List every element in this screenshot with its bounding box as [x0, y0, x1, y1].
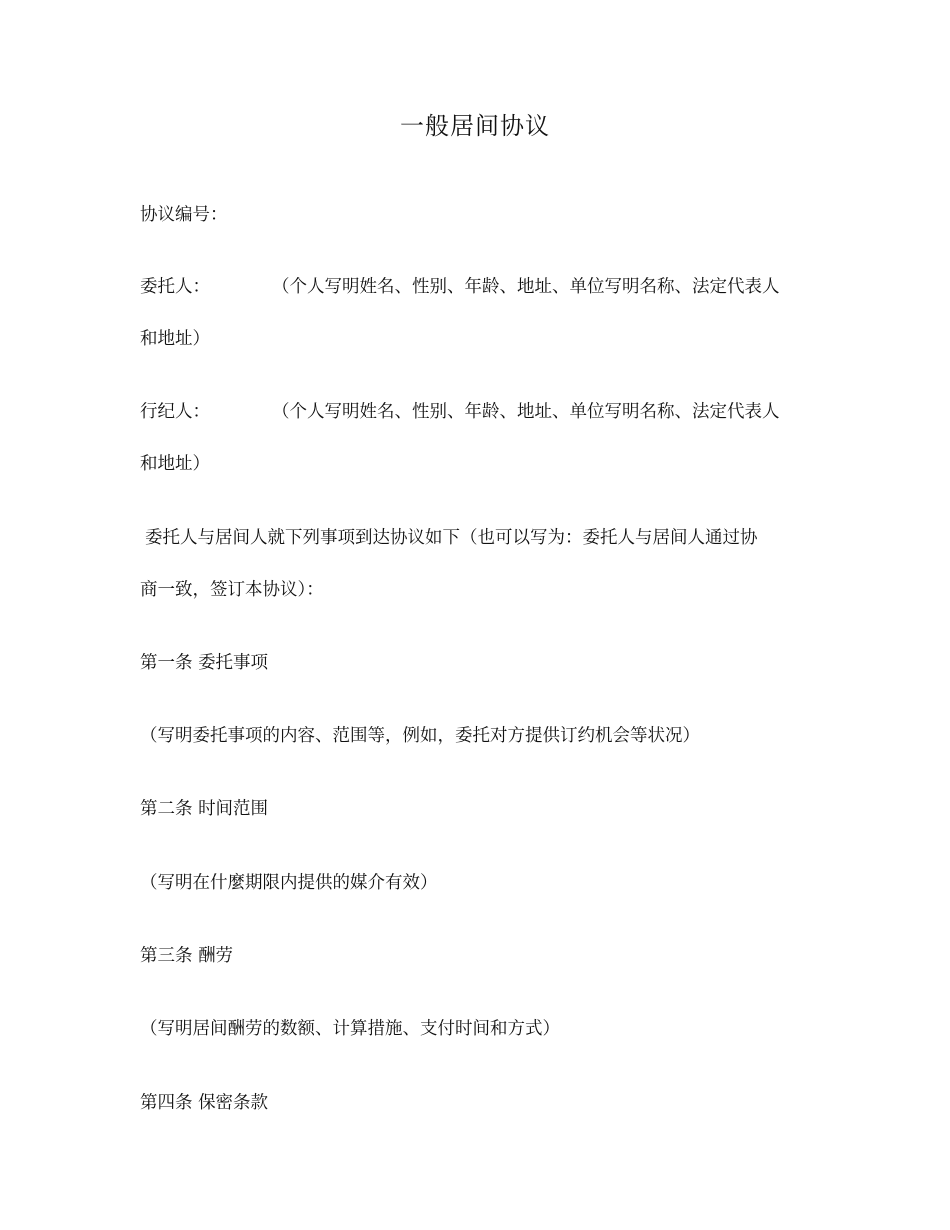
broker-line	[140, 399, 780, 425]
document-title: 一般居间协议	[400, 112, 550, 140]
broker-note-line1: （个人写明姓名、性别、年龄、地址、单位写明名称、法定代表人	[272, 402, 780, 422]
article2-note: （写明在什麼期限内提供的媒介有效）	[140, 873, 438, 893]
broker-label: 行纪人：	[140, 402, 210, 422]
preamble-line1: 委托人与居间人就下列事项到达协议如下（也可以写为：委托人与居间人通过协	[145, 528, 758, 548]
client-note-line1: （个人写明姓名、性别、年龄、地址、单位写明名称、法定代表人	[272, 277, 780, 297]
client-label: 委托人：	[140, 277, 210, 297]
client-line	[140, 274, 780, 300]
preamble-line2: 商一致，签订本协议）：	[140, 580, 324, 600]
article1-note: （写明委托事项的内容、范围等，例如，委托对方提供订约机会等状况）	[140, 726, 700, 746]
article3-title: 第三条 酬劳	[140, 946, 234, 966]
article3-note: （写明居间酬劳的数额、计算措施、支付时间和方式）	[140, 1019, 560, 1039]
article1-title: 第一条 委托事项	[140, 653, 269, 673]
client-note-line2: 和地址）	[140, 329, 210, 349]
article4-title: 第四条 保密条款	[140, 1093, 269, 1113]
broker-note-line2: 和地址）	[140, 454, 210, 474]
agreement-number-label: 协议编号：	[140, 205, 228, 225]
article2-title: 第二条 时间范围	[140, 799, 269, 819]
